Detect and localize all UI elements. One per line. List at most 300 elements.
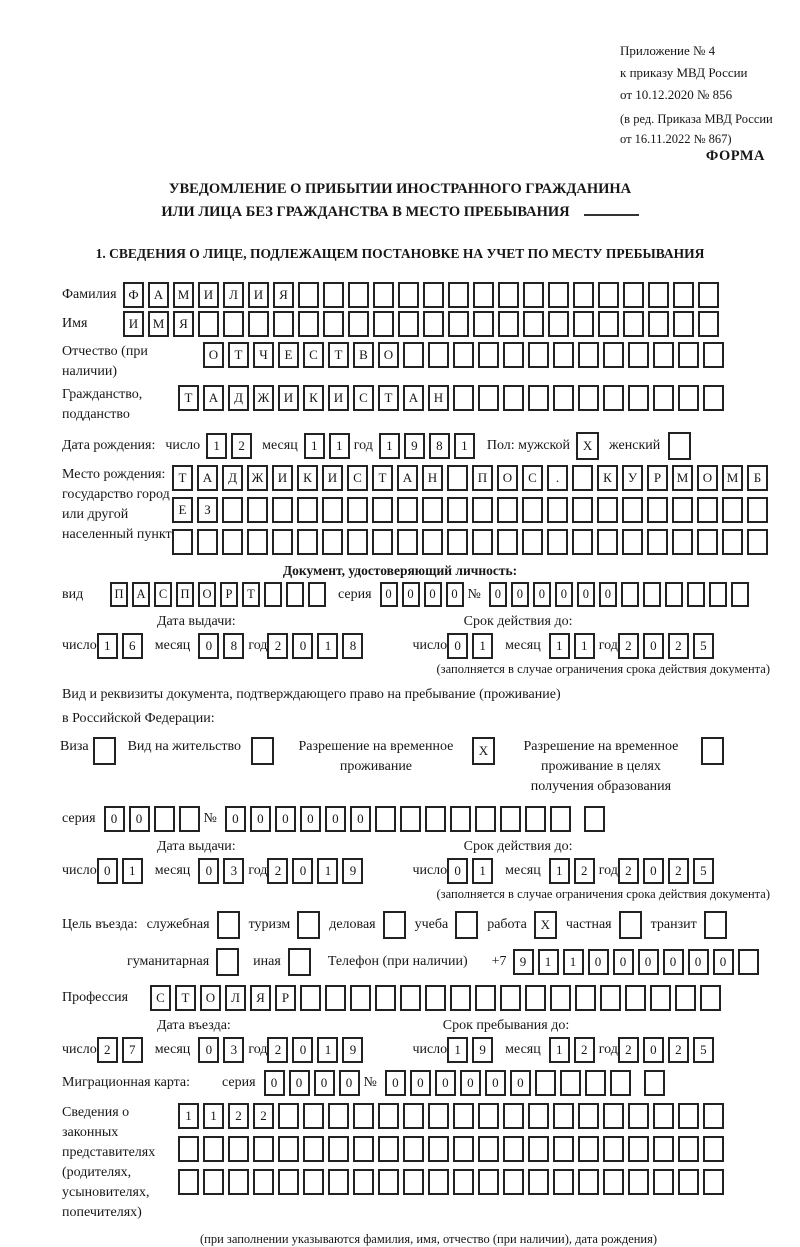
char-box[interactable]: 3 (223, 1037, 244, 1063)
char-box[interactable]: 1 (206, 433, 227, 459)
char-box[interactable] (672, 497, 693, 523)
char-box[interactable] (453, 1169, 474, 1195)
char-box[interactable]: И (322, 465, 343, 491)
char-box[interactable] (222, 497, 243, 523)
char-box[interactable] (673, 311, 694, 337)
char-box[interactable]: 1 (472, 633, 493, 659)
char-box[interactable]: 0 (460, 1070, 481, 1096)
char-box[interactable] (709, 582, 727, 607)
birth-month-input[interactable] (304, 433, 354, 459)
purpose-business-checkbox[interactable] (217, 911, 240, 939)
char-box[interactable] (628, 1169, 649, 1195)
char-box[interactable]: 2 (97, 1037, 118, 1063)
char-box[interactable] (503, 1169, 524, 1195)
char-box[interactable]: 2 (668, 633, 689, 659)
char-box[interactable] (704, 911, 727, 939)
char-box[interactable] (383, 911, 406, 939)
char-box[interactable]: Т (328, 342, 349, 368)
char-box[interactable]: 2 (618, 858, 639, 884)
char-box[interactable]: Е (278, 342, 299, 368)
char-box[interactable] (273, 311, 294, 337)
char-box[interactable] (300, 985, 321, 1011)
char-box[interactable] (328, 1169, 349, 1195)
char-box[interactable] (478, 1169, 499, 1195)
char-box[interactable] (523, 282, 544, 308)
char-box[interactable] (625, 985, 646, 1011)
char-box[interactable]: 0 (489, 582, 507, 607)
char-box[interactable]: 1 (379, 433, 400, 459)
char-box[interactable] (547, 497, 568, 523)
purpose-commercial-checkbox[interactable] (383, 911, 406, 939)
char-box[interactable]: 5 (693, 1037, 714, 1063)
char-box[interactable] (628, 342, 649, 368)
char-box[interactable]: О (203, 342, 224, 368)
char-box[interactable]: Е (172, 497, 193, 523)
char-box[interactable]: И (278, 385, 299, 411)
char-box[interactable]: 1 (447, 1037, 468, 1063)
char-box[interactable]: Т (242, 582, 260, 607)
char-box[interactable] (503, 1136, 524, 1162)
char-box[interactable] (197, 529, 218, 555)
residence-valid-day-input[interactable] (447, 858, 497, 884)
char-box[interactable] (597, 497, 618, 523)
char-box[interactable] (553, 1136, 574, 1162)
char-box[interactable]: 0 (435, 1070, 456, 1096)
char-box[interactable]: А (197, 465, 218, 491)
patronymic-input[interactable] (203, 342, 728, 368)
char-box[interactable] (603, 1103, 624, 1129)
char-box[interactable]: 0 (289, 1070, 310, 1096)
char-box[interactable] (678, 1136, 699, 1162)
char-box[interactable] (598, 311, 619, 337)
char-box[interactable] (253, 1169, 274, 1195)
char-box[interactable]: И (272, 465, 293, 491)
char-box[interactable] (228, 1136, 249, 1162)
char-box[interactable]: И (198, 282, 219, 308)
char-box[interactable] (572, 497, 593, 523)
char-box[interactable]: А (403, 385, 424, 411)
char-box[interactable] (678, 385, 699, 411)
identity-valid-month-input[interactable] (549, 633, 599, 659)
char-box[interactable] (223, 311, 244, 337)
char-box[interactable]: 0 (339, 1070, 360, 1096)
char-box[interactable]: 0 (97, 858, 118, 884)
char-box[interactable] (678, 1103, 699, 1129)
char-box[interactable]: 8 (342, 633, 363, 659)
char-box[interactable]: 0 (599, 582, 617, 607)
char-box[interactable]: 0 (410, 1070, 431, 1096)
char-box[interactable] (448, 311, 469, 337)
char-box[interactable]: 1 (549, 858, 570, 884)
char-box[interactable]: 9 (404, 433, 425, 459)
char-box[interactable] (428, 342, 449, 368)
char-box[interactable] (644, 1070, 665, 1096)
char-box[interactable]: Л (225, 985, 246, 1011)
char-box[interactable] (453, 385, 474, 411)
char-box[interactable]: 0 (198, 858, 219, 884)
char-box[interactable] (403, 1103, 424, 1129)
char-box[interactable]: 0 (688, 949, 709, 975)
char-box[interactable]: 1 (304, 433, 325, 459)
char-box[interactable] (697, 529, 718, 555)
char-box[interactable] (598, 282, 619, 308)
char-box[interactable] (668, 432, 691, 460)
char-box[interactable] (653, 385, 674, 411)
purpose-work-checkbox[interactable] (534, 911, 557, 939)
char-box[interactable]: 1 (317, 858, 338, 884)
residence-permit-checkbox[interactable] (251, 737, 274, 765)
birth-place-row1-input[interactable] (172, 465, 772, 491)
char-box[interactable] (665, 582, 683, 607)
char-box[interactable] (347, 529, 368, 555)
char-box[interactable] (622, 529, 643, 555)
char-box[interactable] (450, 985, 471, 1011)
char-box[interactable]: 8 (223, 633, 244, 659)
char-box[interactable] (603, 1169, 624, 1195)
char-box[interactable] (303, 1103, 324, 1129)
char-box[interactable] (672, 529, 693, 555)
char-box[interactable]: 0 (638, 949, 659, 975)
char-box[interactable] (353, 1169, 374, 1195)
char-box[interactable] (422, 529, 443, 555)
char-box[interactable] (217, 911, 240, 939)
char-box[interactable] (179, 806, 200, 832)
migration-series-input[interactable] (264, 1070, 364, 1096)
birth-place-row2-input[interactable] (172, 497, 772, 523)
char-box[interactable]: 0 (447, 633, 468, 659)
char-box[interactable]: 5 (693, 633, 714, 659)
char-box[interactable]: 9 (472, 1037, 493, 1063)
phone-input[interactable] (513, 949, 763, 975)
char-box[interactable] (403, 1169, 424, 1195)
char-box[interactable]: Т (175, 985, 196, 1011)
char-box[interactable] (697, 497, 718, 523)
char-box[interactable]: 0 (264, 1070, 285, 1096)
char-box[interactable] (673, 282, 694, 308)
purpose-transit-checkbox[interactable] (704, 911, 727, 939)
char-box[interactable]: Л (223, 282, 244, 308)
char-box[interactable]: 0 (588, 949, 609, 975)
char-box[interactable] (350, 985, 371, 1011)
char-box[interactable]: Ф (123, 282, 144, 308)
char-box[interactable]: 1 (574, 633, 595, 659)
char-box[interactable]: О (497, 465, 518, 491)
purpose-tourism-checkbox[interactable] (297, 911, 320, 939)
entry-day-input[interactable] (97, 1037, 147, 1063)
temp-residence-checkbox[interactable] (472, 737, 495, 765)
char-box[interactable]: Т (228, 342, 249, 368)
char-box[interactable] (623, 282, 644, 308)
char-box[interactable]: 5 (693, 858, 714, 884)
char-box[interactable] (497, 497, 518, 523)
char-box[interactable] (548, 282, 569, 308)
char-box[interactable]: С (347, 465, 368, 491)
char-box[interactable]: 0 (663, 949, 684, 975)
char-box[interactable]: 0 (511, 582, 529, 607)
char-box[interactable]: 1 (178, 1103, 199, 1129)
identity-issue-year-input[interactable] (267, 633, 367, 659)
char-box[interactable] (585, 1070, 606, 1096)
char-box[interactable]: 9 (513, 949, 534, 975)
char-box[interactable] (628, 1136, 649, 1162)
char-box[interactable]: Т (172, 465, 193, 491)
char-box[interactable]: С (353, 385, 374, 411)
char-box[interactable] (747, 497, 768, 523)
char-box[interactable]: Н (422, 465, 443, 491)
char-box[interactable]: 0 (129, 806, 150, 832)
char-box[interactable]: У (622, 465, 643, 491)
char-box[interactable]: И (328, 385, 349, 411)
char-box[interactable]: П (176, 582, 194, 607)
entry-month-input[interactable] (198, 1037, 248, 1063)
char-box[interactable]: М (722, 465, 743, 491)
char-box[interactable]: 0 (292, 858, 313, 884)
char-box[interactable]: С (303, 342, 324, 368)
char-box[interactable] (578, 385, 599, 411)
given-name-input[interactable] (123, 311, 723, 337)
char-box[interactable]: 2 (618, 1037, 639, 1063)
char-box[interactable] (400, 806, 421, 832)
char-box[interactable] (198, 311, 219, 337)
char-box[interactable] (703, 1169, 724, 1195)
char-box[interactable] (628, 385, 649, 411)
char-box[interactable] (247, 529, 268, 555)
sex-male-checkbox[interactable] (576, 432, 599, 460)
char-box[interactable] (323, 311, 344, 337)
char-box[interactable] (553, 1169, 574, 1195)
char-box[interactable] (703, 1136, 724, 1162)
char-box[interactable] (248, 311, 269, 337)
char-box[interactable] (453, 1136, 474, 1162)
char-box[interactable] (560, 1070, 581, 1096)
char-box[interactable]: М (148, 311, 169, 337)
char-box[interactable] (528, 1103, 549, 1129)
char-box[interactable]: Ж (253, 385, 274, 411)
char-box[interactable]: И (248, 282, 269, 308)
char-box[interactable] (425, 985, 446, 1011)
char-box[interactable]: М (173, 282, 194, 308)
residence-number-input[interactable] (225, 806, 609, 832)
char-box[interactable]: О (198, 582, 216, 607)
char-box[interactable] (578, 1169, 599, 1195)
char-box[interactable]: 1 (549, 1037, 570, 1063)
char-box[interactable] (323, 282, 344, 308)
char-box[interactable] (251, 737, 274, 765)
char-box[interactable] (622, 497, 643, 523)
char-box[interactable]: Ж (247, 465, 268, 491)
char-box[interactable]: К (297, 465, 318, 491)
char-box[interactable]: О (378, 342, 399, 368)
char-box[interactable] (522, 497, 543, 523)
char-box[interactable]: Т (178, 385, 199, 411)
residence-valid-year-input[interactable] (618, 858, 718, 884)
char-box[interactable] (93, 737, 116, 765)
citizenship-input[interactable] (178, 385, 728, 411)
char-box[interactable]: М (672, 465, 693, 491)
char-box[interactable] (522, 529, 543, 555)
char-box[interactable] (678, 1169, 699, 1195)
char-box[interactable]: 0 (275, 806, 296, 832)
char-box[interactable] (703, 1103, 724, 1129)
char-box[interactable] (447, 497, 468, 523)
char-box[interactable] (573, 282, 594, 308)
char-box[interactable] (453, 1103, 474, 1129)
identity-issue-day-input[interactable] (97, 633, 147, 659)
char-box[interactable]: 0 (446, 582, 464, 607)
char-box[interactable]: П (110, 582, 128, 607)
char-box[interactable] (701, 737, 724, 765)
char-box[interactable] (253, 1136, 274, 1162)
char-box[interactable]: 0 (555, 582, 573, 607)
char-box[interactable] (308, 582, 326, 607)
char-box[interactable] (475, 985, 496, 1011)
char-box[interactable] (378, 1103, 399, 1129)
char-box[interactable]: О (697, 465, 718, 491)
char-box[interactable]: 0 (350, 806, 371, 832)
char-box[interactable] (403, 342, 424, 368)
char-box[interactable] (575, 985, 596, 1011)
char-box[interactable] (600, 985, 621, 1011)
temp-residence-edu-checkbox[interactable] (701, 737, 724, 765)
char-box[interactable]: 0 (198, 633, 219, 659)
char-box[interactable]: 1 (317, 1037, 338, 1063)
char-box[interactable] (628, 1103, 649, 1129)
char-box[interactable] (472, 497, 493, 523)
char-box[interactable]: 1 (549, 633, 570, 659)
char-box[interactable] (216, 948, 239, 976)
char-box[interactable]: 0 (424, 582, 442, 607)
char-box[interactable]: 6 (122, 633, 143, 659)
char-box[interactable]: Д (228, 385, 249, 411)
char-box[interactable]: 1 (329, 433, 350, 459)
char-box[interactable] (621, 582, 639, 607)
char-box[interactable]: С (522, 465, 543, 491)
char-box[interactable] (610, 1070, 631, 1096)
char-box[interactable] (397, 529, 418, 555)
char-box[interactable] (648, 282, 669, 308)
char-box[interactable]: П (472, 465, 493, 491)
char-box[interactable]: Д (222, 465, 243, 491)
char-box[interactable] (478, 342, 499, 368)
char-box[interactable]: 1 (472, 858, 493, 884)
char-box[interactable]: 0 (643, 633, 664, 659)
char-box[interactable]: 0 (292, 1037, 313, 1063)
char-box[interactable] (528, 342, 549, 368)
char-box[interactable] (550, 985, 571, 1011)
purpose-private-checkbox[interactable] (619, 911, 642, 939)
char-box[interactable]: 0 (225, 806, 246, 832)
char-box[interactable] (698, 282, 719, 308)
char-box[interactable]: 7 (122, 1037, 143, 1063)
char-box[interactable]: 0 (643, 1037, 664, 1063)
char-box[interactable]: Я (173, 311, 194, 337)
char-box[interactable] (650, 985, 671, 1011)
char-box[interactable] (584, 806, 605, 832)
char-box[interactable]: X (576, 432, 599, 460)
char-box[interactable]: 2 (618, 633, 639, 659)
char-box[interactable] (647, 497, 668, 523)
char-box[interactable] (447, 465, 468, 491)
char-box[interactable] (348, 311, 369, 337)
char-box[interactable] (525, 806, 546, 832)
char-box[interactable] (378, 1136, 399, 1162)
residence-issue-year-input[interactable] (267, 858, 367, 884)
char-box[interactable] (378, 1169, 399, 1195)
purpose-study-checkbox[interactable] (455, 911, 478, 939)
char-box[interactable]: 2 (231, 433, 252, 459)
char-box[interactable] (553, 385, 574, 411)
char-box[interactable]: 2 (267, 1037, 288, 1063)
char-box[interactable]: 0 (402, 582, 420, 607)
char-box[interactable]: 2 (574, 1037, 595, 1063)
char-box[interactable] (731, 582, 749, 607)
char-box[interactable] (428, 1136, 449, 1162)
purpose-other-checkbox[interactable] (288, 948, 311, 976)
birth-year-input[interactable] (379, 433, 479, 459)
char-box[interactable] (303, 1169, 324, 1195)
identity-valid-year-input[interactable] (618, 633, 718, 659)
char-box[interactable] (455, 911, 478, 939)
char-box[interactable] (372, 529, 393, 555)
char-box[interactable] (475, 806, 496, 832)
char-box[interactable] (698, 311, 719, 337)
char-box[interactable]: О (200, 985, 221, 1011)
char-box[interactable]: Н (428, 385, 449, 411)
char-box[interactable]: З (197, 497, 218, 523)
residence-issue-month-input[interactable] (198, 858, 248, 884)
identity-valid-day-input[interactable] (447, 633, 497, 659)
legal-reps-row3-input[interactable] (178, 1169, 728, 1195)
char-box[interactable]: Р (647, 465, 668, 491)
char-box[interactable] (375, 806, 396, 832)
char-box[interactable] (453, 342, 474, 368)
char-box[interactable]: 3 (223, 858, 244, 884)
char-box[interactable]: 0 (447, 858, 468, 884)
char-box[interactable] (328, 1136, 349, 1162)
char-box[interactable]: 1 (203, 1103, 224, 1129)
char-box[interactable] (478, 1103, 499, 1129)
char-box[interactable] (353, 1136, 374, 1162)
char-box[interactable]: 0 (485, 1070, 506, 1096)
char-box[interactable] (264, 582, 282, 607)
char-box[interactable] (228, 1169, 249, 1195)
char-box[interactable]: И (123, 311, 144, 337)
char-box[interactable] (297, 529, 318, 555)
char-box[interactable] (703, 385, 724, 411)
identity-issue-month-input[interactable] (198, 633, 248, 659)
char-box[interactable]: 2 (668, 1037, 689, 1063)
char-box[interactable]: Т (372, 465, 393, 491)
char-box[interactable] (653, 1103, 674, 1129)
legal-reps-row1-input[interactable] (178, 1103, 728, 1129)
char-box[interactable] (548, 311, 569, 337)
char-box[interactable] (348, 282, 369, 308)
char-box[interactable] (722, 497, 743, 523)
char-box[interactable]: 2 (574, 858, 595, 884)
char-box[interactable] (648, 311, 669, 337)
char-box[interactable] (353, 1103, 374, 1129)
sex-female-checkbox[interactable] (668, 432, 691, 460)
char-box[interactable] (603, 385, 624, 411)
char-box[interactable]: А (203, 385, 224, 411)
char-box[interactable] (398, 311, 419, 337)
char-box[interactable]: С (150, 985, 171, 1011)
char-box[interactable] (478, 1136, 499, 1162)
char-box[interactable] (423, 282, 444, 308)
char-box[interactable]: К (303, 385, 324, 411)
char-box[interactable] (573, 311, 594, 337)
char-box[interactable]: 0 (104, 806, 125, 832)
